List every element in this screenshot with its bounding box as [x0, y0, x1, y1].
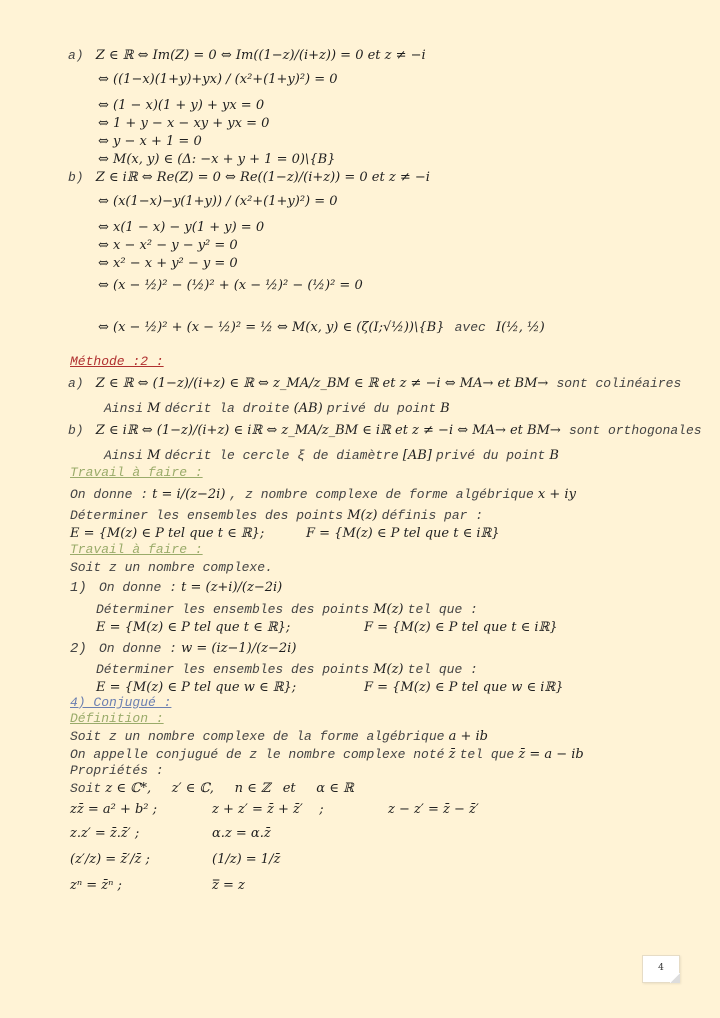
- item-label: a): [68, 48, 84, 63]
- property-3-1: (z′/z) = z̄′/z̄ ;: [70, 852, 150, 867]
- text: On donne :: [70, 487, 149, 502]
- method2-b-line: [68, 423, 702, 439]
- method1-b-line2: ⇔ (x(1−x)−y(1+y)) / (x²+(1+y)²) = 0: [98, 194, 338, 209]
- text: Déterminer les ensembles des points: [96, 662, 370, 677]
- avec-value: I(½, ½): [495, 320, 545, 335]
- conjugate-heading: 4) Conjugué :: [70, 695, 172, 710]
- method1-a-line5: ⇔ y − x + 1 = 0: [98, 134, 202, 149]
- exercise2-item2-given: [70, 641, 296, 657]
- math-expression: M(z): [347, 508, 378, 523]
- text: définis par :: [381, 508, 484, 523]
- method1-a-line6: ⇔ M(x, y) ∈ (Δ: −x + y + 1 = 0)\{B}: [98, 152, 336, 167]
- math-symbol: (AB): [293, 401, 323, 416]
- math-expression: M(z): [373, 662, 404, 677]
- exercise1-line2: [70, 508, 483, 524]
- exercise2-heading: Travail à faire :: [70, 542, 203, 557]
- math-expression: z̄: [448, 747, 456, 762]
- math-expression: z ∈ ℂ*, z′ ∈ ℂ, n ∈ ℤ et α ∈ ℝ: [105, 781, 354, 796]
- page-number: 4: [658, 963, 664, 973]
- definition-heading: Définition :: [70, 711, 164, 726]
- exercise1-line1: [70, 487, 576, 503]
- method1-b-line5: ⇔ x² − x + y² − y = 0: [98, 256, 238, 271]
- definition-line1: [70, 729, 488, 745]
- text: décrit le cercle ξ de diamètre: [164, 448, 399, 463]
- text: On appelle conjugué de z le nombre complexe noté: [70, 747, 445, 762]
- definition-line2: [70, 747, 584, 763]
- text: tel que: [459, 747, 515, 762]
- text: privé du point: [326, 401, 437, 416]
- item-label: b): [68, 170, 84, 185]
- exercise1-set-e: E = {M(z) ∈ P tel que t ∈ ℝ};: [70, 526, 265, 541]
- math-expression: M(z): [373, 602, 404, 617]
- math-expression: Z ∈ ℝ ⇔ (1−z)/(i+z) ∈ ℝ ⇔ z_MA/z_BM ∈ ℝ et z ≠ −i ⇔ MA→ et BM→: [95, 376, 549, 391]
- text: tel que :: [407, 602, 478, 617]
- text: Soit: [70, 781, 102, 796]
- properties-soit-line: [70, 781, 354, 797]
- text: , z nombre complexe de forme algébrique: [229, 487, 534, 502]
- math-expression: a + ib: [448, 729, 488, 744]
- method1-b-line7: [98, 320, 545, 336]
- text: décrit la droite: [164, 401, 290, 416]
- method1-a-line3: ⇔ (1 − x)(1 + y) + yx = 0: [98, 98, 265, 113]
- text: On donne :: [98, 580, 177, 595]
- page-number-box: [642, 955, 680, 983]
- text: Soit z un nombre complexe de la forme algébrique: [70, 729, 445, 744]
- property-4-1: zⁿ = z̄ⁿ ;: [70, 878, 122, 893]
- text: Ainsi: [104, 401, 144, 416]
- property-3-2: (1/z) = 1/z̄: [212, 852, 281, 867]
- exercise2-item1-task: [96, 602, 478, 618]
- exercise2-item1-given: [70, 580, 282, 596]
- property-1-1: zz̄ = a² + b² ;: [70, 802, 158, 817]
- math-expression: t = (z+i)/(z−2i): [181, 580, 283, 595]
- exercise2-item2-set-e: E = {M(z) ∈ P tel que w ∈ ℝ};: [96, 680, 297, 695]
- method1-b-line3: ⇔ x(1 − x) − y(1 + y) = 0: [98, 220, 265, 235]
- exercise2-item2-set-f: F = {M(z) ∈ P tel que w ∈ iℝ}: [364, 680, 564, 695]
- text: tel que :: [407, 662, 478, 677]
- text: Déterminer les ensembles des points: [70, 508, 344, 523]
- text: sont colinéaires: [556, 376, 682, 391]
- method2-heading: Méthode :2 :: [70, 354, 164, 369]
- math-expression: Z ∈ ℝ ⇔ Im(Z) = 0 ⇔ Im((1−z)/(i+z)) = 0 et z ≠ −i: [95, 48, 426, 63]
- exercise1-set-f: F = {M(z) ∈ P tel que t ∈ iℝ}: [306, 526, 500, 541]
- property-4-2: z̿ = z: [212, 878, 245, 893]
- text: privé du point: [436, 448, 546, 463]
- method1-b-line6: ⇔ (x − ½)² − (½)² + (x − ½)² − (½)² = 0: [98, 278, 363, 293]
- method1-a-line2: ⇔ ((1−x)(1+y)+yx) / (x²+(1+y)²) = 0: [98, 72, 338, 87]
- text: Déterminer les ensembles des points: [96, 602, 370, 617]
- math-symbol: M: [147, 448, 161, 463]
- avec-label: avec: [454, 320, 486, 335]
- exercise2-item2-task: [96, 662, 478, 678]
- method2-a-line: [68, 376, 681, 392]
- math-symbol: [AB]: [402, 448, 432, 463]
- math-symbol: B: [440, 401, 450, 416]
- page-curl-icon: [670, 973, 680, 983]
- text: sont orthogonales: [568, 423, 702, 438]
- item-number: 1): [70, 580, 87, 596]
- math-symbol: B: [549, 448, 559, 463]
- property-1-3: z − z′ = z̄ − z̄′: [388, 802, 479, 817]
- exercise2-item1-set-e: E = {M(z) ∈ P tel que t ∈ ℝ};: [96, 620, 291, 635]
- math-expression: z̄ = a − ib: [518, 747, 584, 762]
- math-expression: ⇔ (x − ½)² + (x − ½)² = ½ ⇔ M(x, y) ∈ (ζ(I;√½))\{B}: [98, 320, 445, 335]
- item-label: a): [68, 376, 84, 391]
- math-expression: w = (iz−1)/(z−2i): [181, 641, 297, 656]
- math-expression: t = i/(z−2i): [152, 487, 226, 502]
- exercise2-intro: Soit z un nombre complexe.: [70, 560, 273, 575]
- method1-b-line1: [68, 170, 430, 186]
- text: On donne :: [98, 641, 177, 656]
- math-expression: Z ∈ iℝ ⇔ Re(Z) = 0 ⇔ Re((1−z)/(i+z)) = 0 et z ≠ −i: [95, 170, 430, 185]
- exercise2-item1-set-f: F = {M(z) ∈ P tel que t ∈ iℝ}: [364, 620, 558, 635]
- method2-a-conclusion: [104, 401, 450, 417]
- properties-heading: Propriétés :: [70, 763, 164, 778]
- item-number: 2): [70, 641, 87, 657]
- text: Ainsi: [104, 448, 144, 463]
- math-expression: Z ∈ iℝ ⇔ (1−z)/(i+z) ∈ iℝ ⇔ z_MA/z_BM ∈ iℝ et z ≠ −i ⇔ MA→ et BM→: [95, 423, 561, 438]
- property-2-1: z.z′ = z̄.z̄′ ;: [70, 826, 140, 841]
- item-label: b): [68, 423, 84, 438]
- method1-a-line1: [68, 48, 426, 64]
- method1-a-line4: ⇔ 1 + y − x − xy + yx = 0: [98, 116, 270, 131]
- property-1-2: z + z′ = z̄ + z̄′ ;: [212, 802, 324, 817]
- exercise1-heading: Travail à faire :: [70, 465, 203, 480]
- method2-b-conclusion: [104, 448, 559, 464]
- property-2-2: α.z = α.z̄: [212, 826, 271, 841]
- method1-b-line4: ⇔ x − x² − y − y² = 0: [98, 238, 238, 253]
- math-expression: x + iy: [537, 487, 576, 502]
- math-symbol: M: [147, 401, 161, 416]
